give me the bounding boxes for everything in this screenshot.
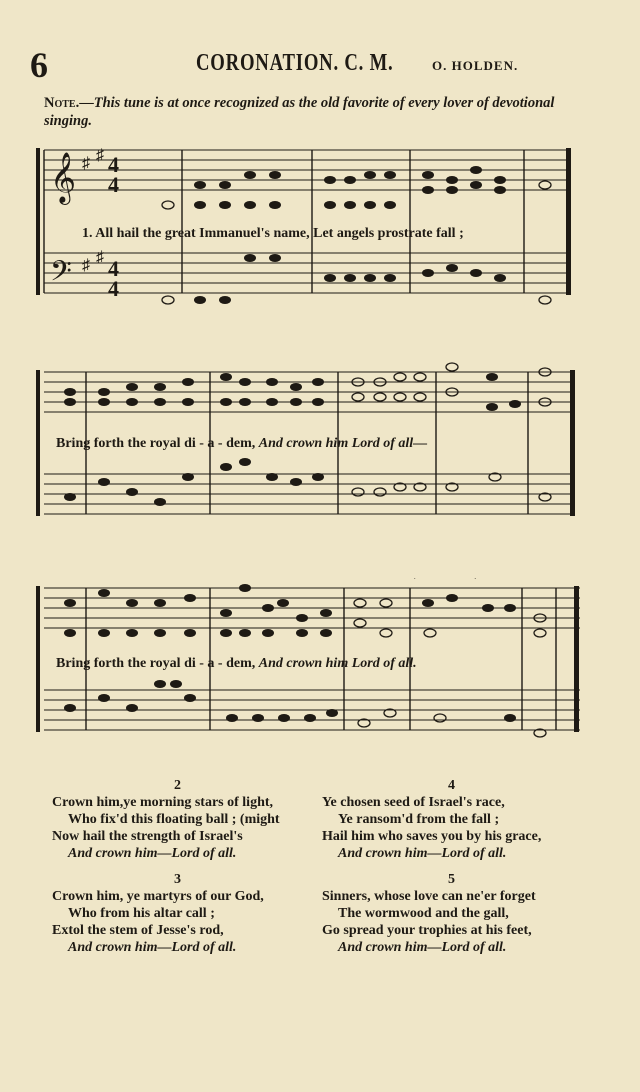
verse-line: Who fix'd this floating ball ; (might xyxy=(68,812,280,827)
verse-number: 2 xyxy=(174,778,181,793)
svg-text:𝄢: 𝄢 xyxy=(50,257,72,294)
music-system-2 xyxy=(0,362,640,542)
verse-2 xyxy=(52,794,280,862)
verse-number: 4 xyxy=(448,778,455,793)
svg-text:♯: ♯ xyxy=(82,155,90,172)
verse-line: Extol the stem of Jesse's rod, xyxy=(52,923,224,938)
page-header xyxy=(0,44,640,84)
verse-4 xyxy=(322,794,541,862)
verse-refrain: And crown him—Lord of all. xyxy=(68,940,237,955)
lyric-line-2 xyxy=(56,436,427,452)
lyric-line-2-text: Bring forth the royal di - a - dem, xyxy=(56,436,259,451)
verse-refrain: And crown him—Lord of all. xyxy=(338,940,507,955)
tune-note xyxy=(44,94,592,130)
svg-text:♯: ♯ xyxy=(82,257,90,274)
verse-refrain: And crown him—Lord of all. xyxy=(338,846,507,861)
note-label: Note.— xyxy=(44,95,94,111)
note-text: This tune is at once recognized as the old favorite of every lover of devotional singing. xyxy=(44,95,555,129)
verse-number: 3 xyxy=(174,872,181,887)
verse-5 xyxy=(322,888,536,956)
svg-text:4: 4 xyxy=(108,256,119,281)
verse-line: Sinners, whose love can ne'er forget xyxy=(322,889,536,904)
verse-line: Go spread your trophies at his feet, xyxy=(322,923,532,938)
svg-text:♯: ♯ xyxy=(96,249,104,266)
verse-line: Ye ransom'd from the fall ; xyxy=(338,812,500,827)
verse-line: Ye chosen seed of Israel's race, xyxy=(322,795,505,810)
lyric-line-3-refrain: And crown him Lord of all. xyxy=(258,656,417,671)
svg-text:𝄞: 𝄞 xyxy=(50,153,77,202)
verse-line: Crown him,ye morning stars of light, xyxy=(52,795,274,810)
lyric-line-2-refrain: And crown him Lord of all— xyxy=(258,436,428,451)
verse-line: Crown him, ye martyrs of our God, xyxy=(52,889,264,904)
verse-number: 5 xyxy=(448,872,455,887)
svg-text:4: 4 xyxy=(108,276,119,301)
composer: O. HOLDEN. xyxy=(432,58,519,73)
page-number: 6 xyxy=(30,45,48,85)
svg-text:♯: ♯ xyxy=(96,147,104,164)
lyric-line-1: 1. All hail the great Immanuel's name, Let angels prostrate fall ; xyxy=(82,226,464,241)
lyric-line-3 xyxy=(56,656,417,672)
verse-line: Who from his altar call ; xyxy=(68,906,215,921)
svg-text:4: 4 xyxy=(108,152,119,177)
lyric-line-3-text: Bring forth the royal di - a - dem, xyxy=(56,656,259,671)
verse-line: Now hail the strength of Israel's xyxy=(52,829,243,844)
svg-text:4: 4 xyxy=(108,172,119,197)
verse-refrain: And crown him—Lord of all. xyxy=(68,846,237,861)
verse-line: The wormwood and the gall, xyxy=(338,906,509,921)
verse-3 xyxy=(52,888,264,956)
verse-line: Hail him who saves you by his grace, xyxy=(322,829,542,844)
tune-title: CORONATION. C. M. xyxy=(196,50,394,76)
